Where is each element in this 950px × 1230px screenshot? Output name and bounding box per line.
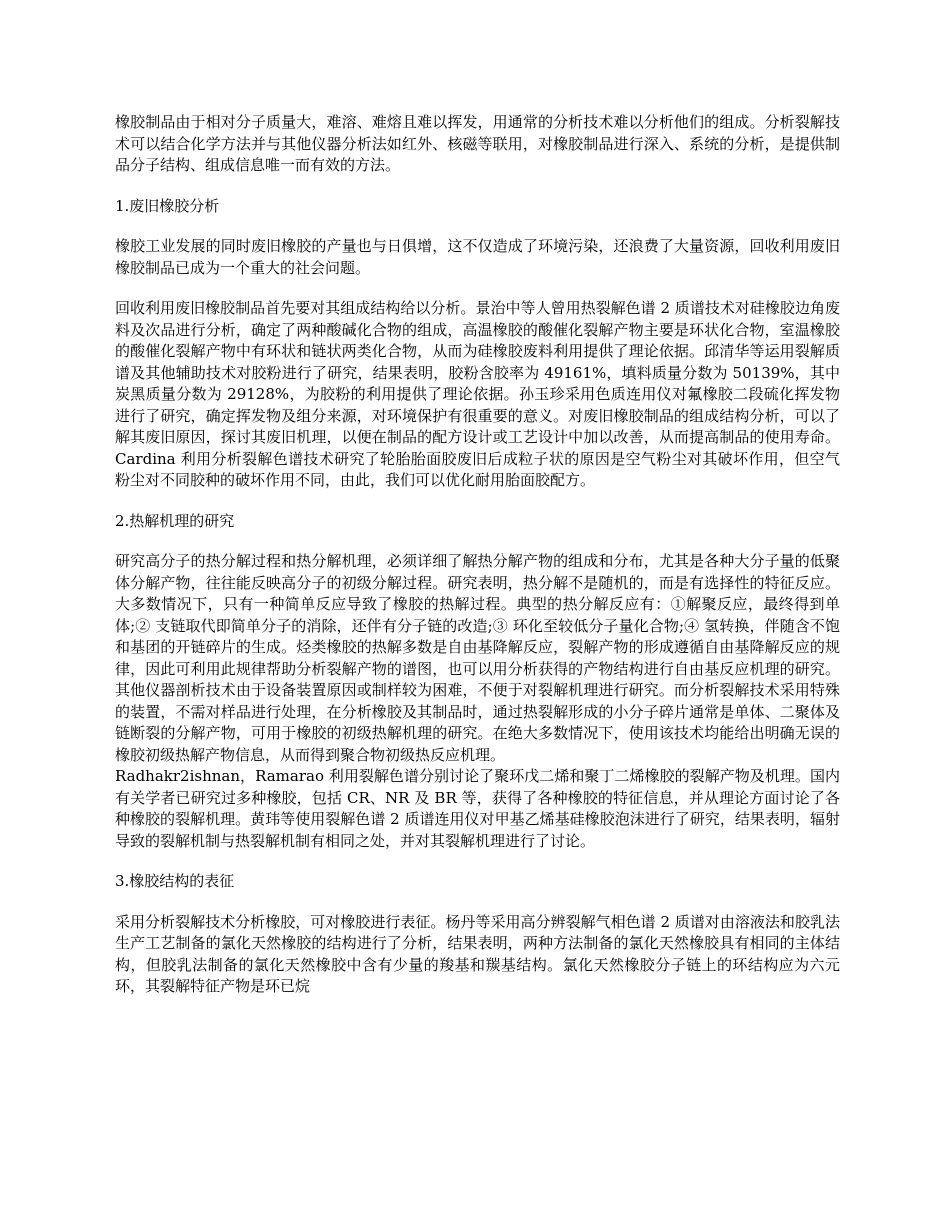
section-heading-pyrolysis-mechanism: 2.热解机理的研究 [115,511,235,530]
section1-paragraph-2: 回收利用废旧橡胶制品首先要对其组成结构给以分析。景治中等人曾用热裂解色谱 2 质谱技术对硅橡胶边角废料及次品进行分析，确定了两种酸碱化合物的组成，高温橡胶的酸催化裂解产物主要是环状化合物，室温橡胶的酸催化裂解产物中有环状和链状两类化合物，从而为硅橡胶废料利用提供了理论依据。邱清华等运用裂解质谱及其他辅助技术对胶粉进行了研究，结果表明，胶粉含胶率为 49161%，填料质量分数为 50139%，其中炭黑质量分数为 29128%，为胶粉的利用提供了理论依据。孙玉珍采用色质连用仪对氟橡胶二段硫化挥发物进行了研究，确定挥发物及组分来源，对环境保护有很重要的意义。对废旧橡胶制品的组成结构分析，可以了解其废旧原因，探讨其废旧机理，以便在制品的配方设计或工艺设计中加以改善，从而提高制品的使用寿命。Cardina 利用分析裂解色谱技术研究了轮胎胎面胶废旧后成粒子状的原因是空气粉尘对其破坏作用，但空气粉尘对不同胶种的破坏作用不同，由此，我们可以优化耐用胎面胶配方。 [115,299,840,489]
section2-paragraph-2: Radhakr2ishnan，Ramarao 利用裂解色谱分别讨论了聚环戊二烯和聚丁二烯橡胶的裂解产物及机理。国内有关学者已研究过多种橡胶，包括 CR、NR 及 BR 等，获得了各种橡胶的特征信息，并从理论方面讨论了各种橡胶的裂解机理。黄玮等使用裂解色谱 2 质谱连用仪对甲基乙烯基硅橡胶泡沫进行了研究，结果表明，辐射导致的裂解机制与热裂解机制有相同之处，并对其裂解机理进行了讨论。 [115,767,840,850]
section2-paragraph-1: 研究高分子的热分解过程和热分解机理，必须详细了解热分解产物的组成和分布，尤其是各种大分子量的低聚体分解产物，往往能反映高分子的初级分解过程。研究表明，热分解不是随机的，而是有选择性的特征反应。大多数情况下，只有一种简单反应导致了橡胶的热解过程。典型的热分解反应有：①解聚反应，最终得到单体;② 支链取代即简单分子的消除，还伴有分子链的改造;③ 环化至较低分子量化合物;④ 氢转换，伴随含不饱和基团的开链碎片的生成。烃类橡胶的热解多数是自由基降解反应，裂解产物的形成遵循自由基降解反应的规律，因此可利用此规律帮助分析裂解产物的谱图，也可以用分析获得的产物结构进行自由基反应机理的研究。其他仪器剖析技术由于设备装置原因或制样较为困难，不便于对裂解机理进行研究。而分析裂解技术采用特殊的装置，不需对样品进行处理，在分析橡胶及其制品时，通过热裂解形成的小分子碎片通常是单体、二聚体及链断裂的分解产物，可用于橡胶的初级热解机理的研究。在绝大多数情况下，使用该技术均能给出明确无误的橡胶初级热解产物信息，从而得到聚合物初级热反应机理。 [115,552,840,764]
section3-paragraph-1: 采用分析裂解技术分析橡胶，可对橡胶进行表征。杨丹等采用高分辨裂解气相色谱 2 质谱对由溶液法和胶乳法生产工艺制备的氯化天然橡胶的结构进行了分析，结果表明，两种方法制备的氯化天然橡胶具有相同的主体结构，但胶乳法制备的氯化天然橡胶中含有少量的羧基和羰基结构。氯化天然橡胶分子链上的环结构应为六元环，其裂解特征产物是环已烷 [115,912,840,995]
document-body [115,112,840,1017]
section-heading-rubber-structure: 3.橡胶结构的表征 [115,872,235,890]
intro-paragraph: 橡胶制品由于相对分子质量大，难溶、难熔且难以挥发，用通常的分析技术难以分析他们的组成。分析裂解技术可以结合化学方法并与其他仪器分析法如红外、核磁等联用，对橡胶制品进行深入、系统的分析，是提供制品分子结构、组成信息唯一而有效的方法。 [115,113,840,174]
section-heading-waste-rubber: 1.废旧橡胶分析 [115,196,220,215]
section1-paragraph-1: 橡胶工业发展的同时废旧橡胶的产量也与日俱增，这不仅造成了环境污染，还浪费了大量资源，回收利用废旧橡胶制品已成为一个重大的社会问题。 [115,237,840,277]
